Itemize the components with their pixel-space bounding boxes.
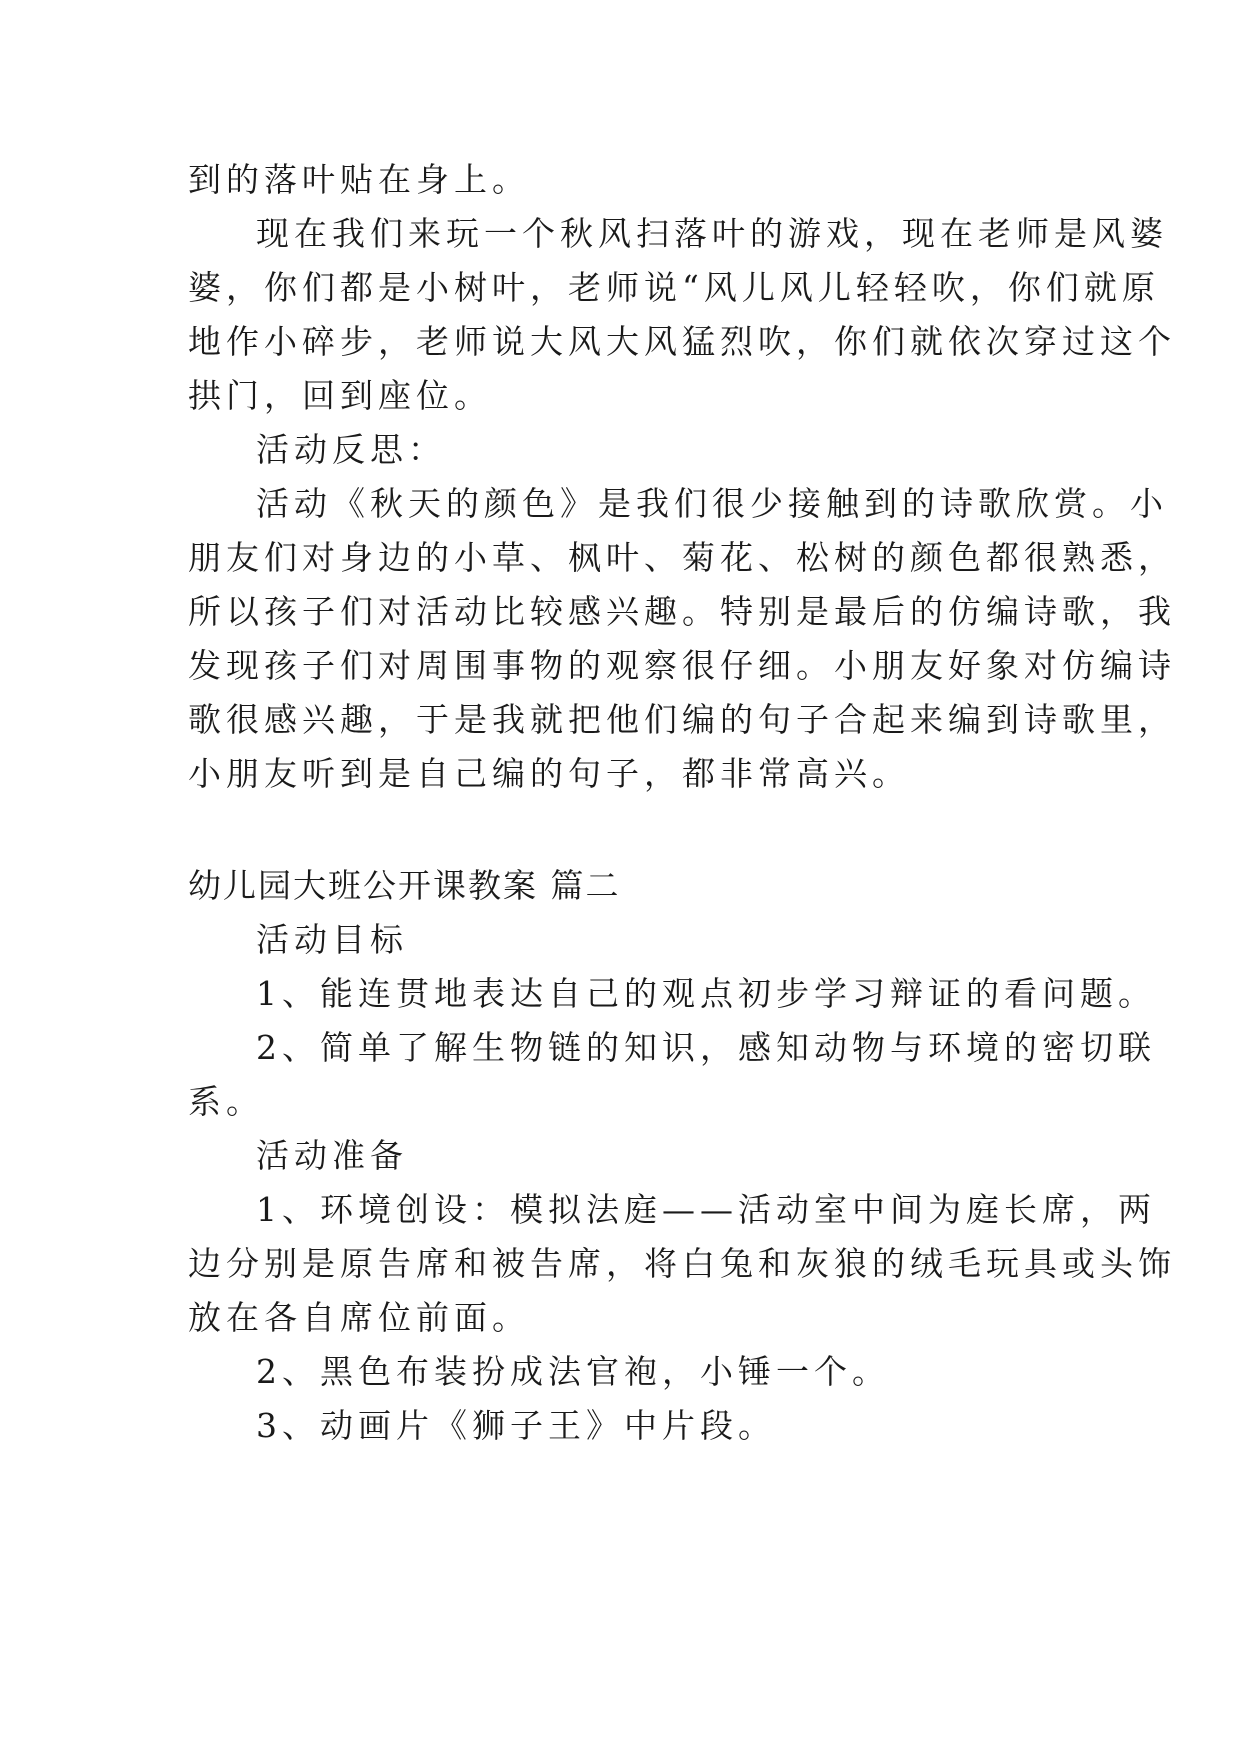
paragraph-line: 所以孩子们对活动比较感兴趣。特别是最后的仿编诗歌，我	[188, 592, 1176, 631]
goals-heading: 活动目标	[256, 920, 408, 959]
paragraph-line: 到的落叶贴在身上。	[188, 160, 530, 199]
goal-item-continued: 系。	[188, 1082, 264, 1121]
reflection-heading: 活动反思：	[256, 430, 446, 469]
paragraph-line: 发现孩子们对周围事物的观察很仔细。小朋友好象对仿编诗	[188, 646, 1176, 685]
paragraph-line: 活动《秋天的颜色》是我们很少接触到的诗歌欣赏。小	[256, 484, 1168, 523]
goal-item: 2、简单了解生物链的知识，感知动物与环境的密切联	[256, 1028, 1156, 1067]
paragraph-line: 小朋友听到是自己编的句子，都非常高兴。	[188, 754, 910, 793]
paragraph-line: 拱门，回到座位。	[188, 376, 492, 415]
prep-item: 3、动画片《狮子王》中片段。	[256, 1406, 776, 1445]
prep-item-continued: 放在各自席位前面。	[188, 1298, 530, 1337]
paragraph-line: 歌很感兴趣，于是我就把他们编的句子合起来编到诗歌里，	[188, 700, 1176, 739]
preparation-heading: 活动准备	[256, 1136, 408, 1175]
section-title: 幼儿园大班公开课教案 篇二	[188, 866, 621, 905]
prep-item: 1、环境创设：模拟法庭——活动室中间为庭长席，两	[256, 1190, 1156, 1229]
goal-item: 1、能连贯地表达自己的观点初步学习辩证的看问题。	[256, 974, 1156, 1013]
prep-item-continued: 边分别是原告席和被告席，将白兔和灰狼的绒毛玩具或头饰	[188, 1244, 1176, 1283]
prep-item: 2、黑色布装扮成法官袍，小锤一个。	[256, 1352, 890, 1391]
paragraph-line: 地作小碎步，老师说大风大风猛烈吹，你们就依次穿过这个	[188, 322, 1176, 361]
paragraph-line: 婆，你们都是小树叶，老师说“风儿风儿轻轻吹，你们就原	[188, 268, 1160, 307]
paragraph-line: 朋友们对身边的小草、枫叶、菊花、松树的颜色都很熟悉，	[188, 538, 1176, 577]
paragraph-line: 现在我们来玩一个秋风扫落叶的游戏，现在老师是风婆	[256, 214, 1168, 253]
